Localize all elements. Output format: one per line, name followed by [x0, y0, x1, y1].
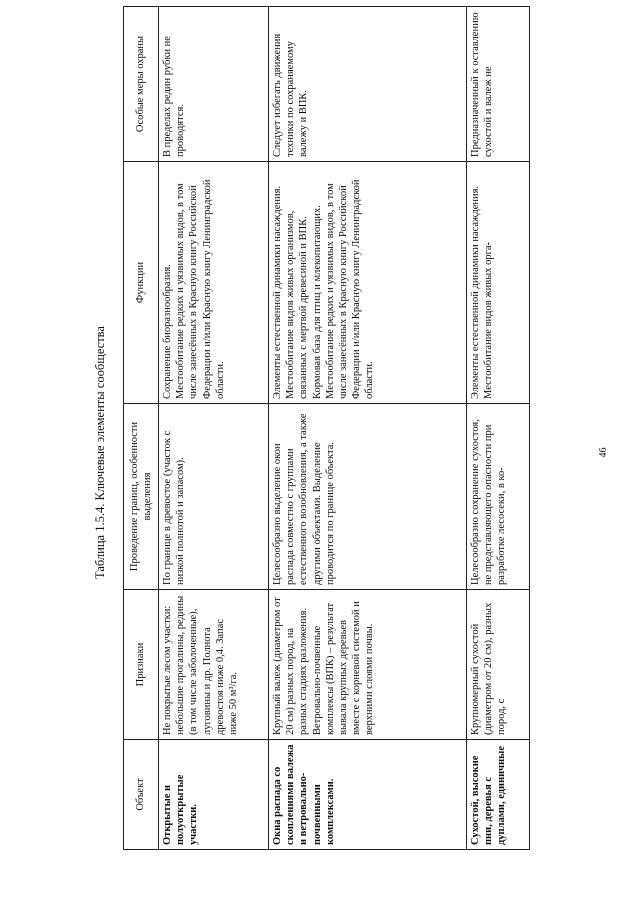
cell-functions: [159, 162, 269, 404]
cell-borders: Целесообразно выделение окон распада совместно с группами естественного возобновления, а также другими объектами. Выделение проводится по границе объекта.: [269, 404, 467, 590]
function-line: Местообитание видов живых организмов, связанных с мертвой древесиной и ВПК.: [285, 210, 310, 399]
table-row: [159, 7, 269, 850]
function-line: Местообитание редких и уязвимых видов, в том числе занесённых в Красную книгу Российской Федерации и/или Красную книгу Ленинградской области.: [324, 179, 376, 399]
cell-object: Окна распада со скоплениями валежа и ветровально-почвенными комплексами.: [269, 740, 467, 850]
header-measures: Особые меры охраны: [124, 7, 159, 162]
function-line: Местообитание видов живых орга-: [483, 241, 495, 399]
header-borders: Проведение границ, особенности выделения: [124, 404, 159, 590]
header-functions: Функции: [124, 162, 159, 404]
function-line: Кормовая база для птиц и млекопитающих.: [311, 205, 323, 399]
function-line: Сохранение биоразнообразия.: [162, 264, 173, 399]
cell-signs: Крупный валеж (диаметром от 20 см) разных пород, на разных стадиях разложения. Ветровально-почвенные комплексы (ВПК) – результат вывала крупных деревьев вместе с корневой системой и верхними слоями почвы.: [269, 590, 467, 740]
cell-measures: В пределах редин рубки не проводятся.: [159, 7, 269, 162]
table-header-row: [124, 7, 159, 850]
cell-borders: По границе в древостое (участок с низкой полнотой и запасом).: [159, 404, 269, 590]
cell-signs: Крупномерный сухостой (диаметром от 20 см), разных пород, с: [467, 590, 530, 740]
cell-borders: Целесообразно сохранение сухостоя, не представляющего опасности при разработке лесосеки, в ко-: [467, 404, 530, 590]
header-signs: Признаки: [124, 590, 159, 740]
table-row: [269, 7, 467, 850]
key-elements-table: [123, 6, 530, 850]
function-line: Местообитание редких и уязвимых видов, в том числе занесённых в Красную книгу Российской Федерации и/или Красную книгу Ленинградской области.: [175, 179, 226, 399]
header-object: Объект: [124, 740, 159, 850]
cell-object: Открытые и полуоткрытые участки.: [159, 740, 269, 850]
function-line: Элементы естественной динамики насаждения.: [272, 185, 283, 399]
cell-object: Сухостой, высокие пни, деревья с дуплами, единичные: [467, 740, 530, 850]
cell-functions: [269, 162, 467, 404]
cell-measures: Предназначенный к оставлению сухостой и валеж не: [467, 7, 530, 162]
function-line: Элементы естественной динамики насаждения.: [470, 185, 481, 399]
table-row: [467, 7, 530, 850]
cell-measures: Следует избегать движения техники по сохраняемому валежу и ВПК.: [269, 7, 467, 162]
cell-functions: [467, 162, 530, 404]
table-caption: Таблица 1.5.4. Ключевые элементы сообщества: [93, 326, 107, 579]
cell-signs: Не покрытые лесом участки: небольшие прогалины, редины (в том числе заболоченные), луговины и др. Полнота древостоя ниже 0,4. Запас ниже 50 м³/га.: [159, 590, 269, 740]
page-number: 46: [598, 447, 609, 458]
